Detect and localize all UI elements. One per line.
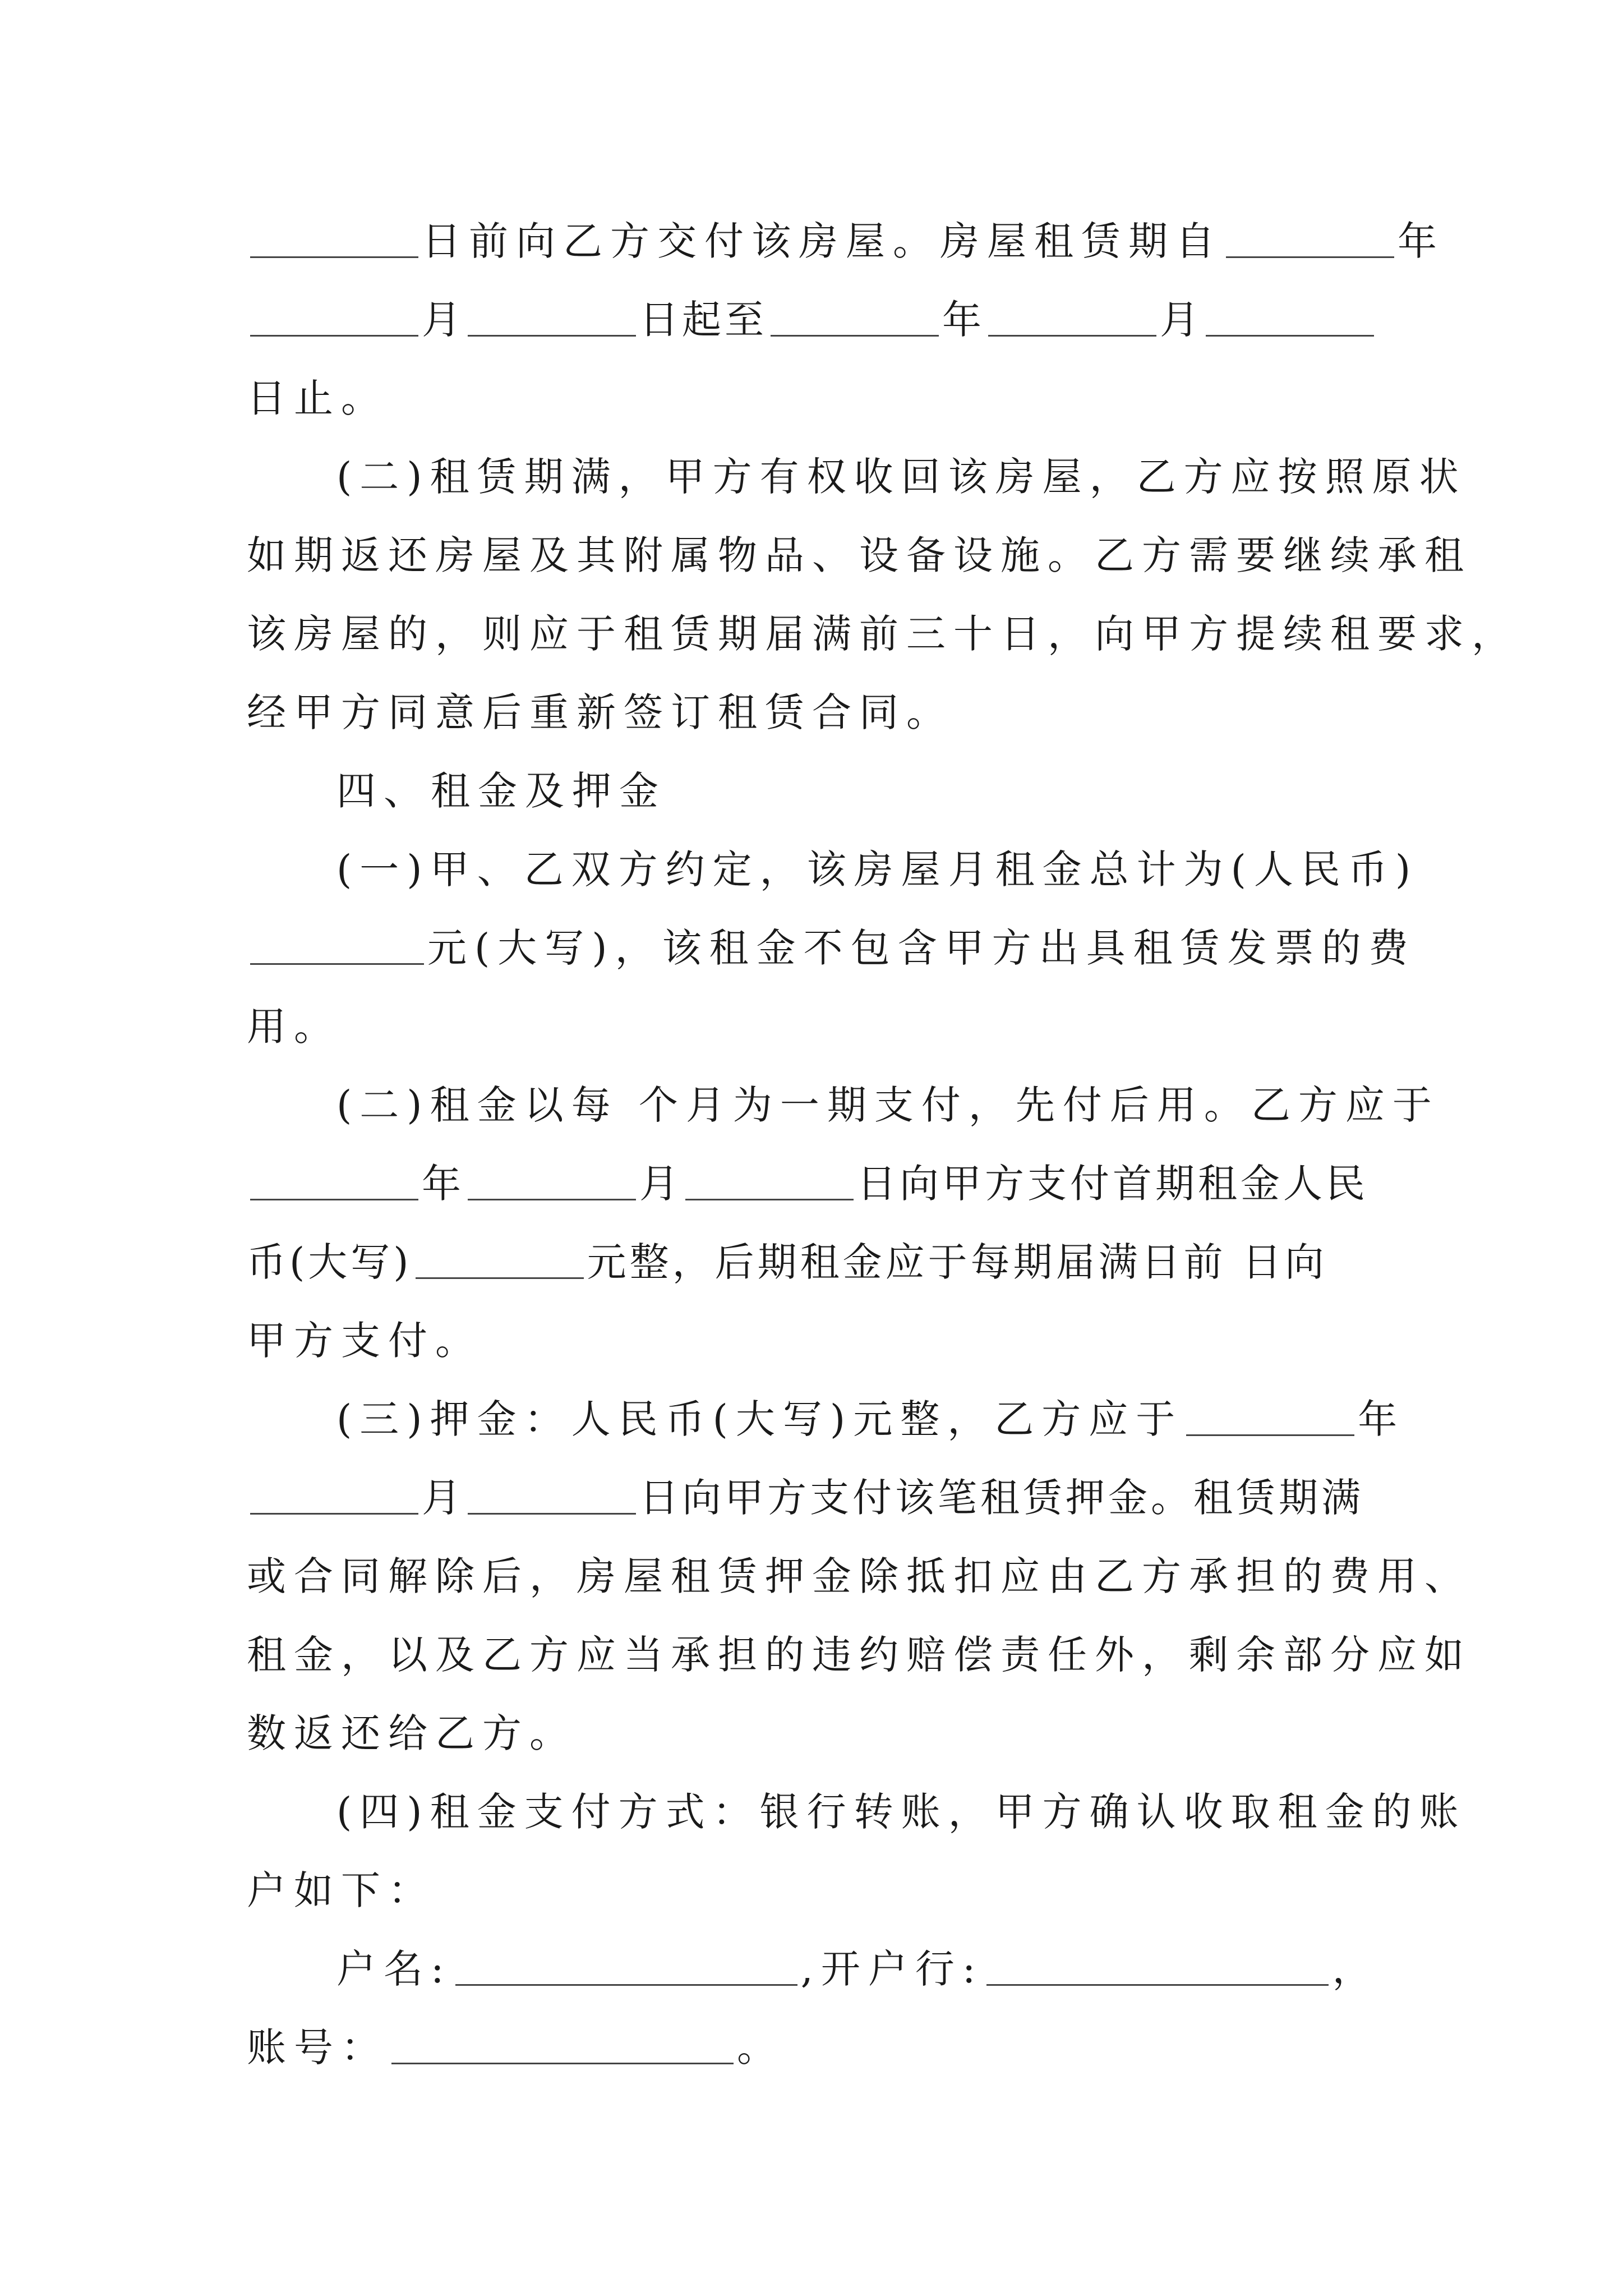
text-line-22	[247, 1851, 1391, 1930]
text-segment: 四、租金及押金	[336, 768, 666, 814]
text-segment: 或合同解除后，房屋租赁押金除抵扣应由乙方承担的费用、	[247, 1553, 1472, 1599]
blank-field[interactable]	[468, 1474, 636, 1515]
account-number-field[interactable]	[391, 2023, 734, 2064]
text-line-11	[247, 987, 1391, 1066]
section-heading	[336, 752, 1391, 830]
blank-field[interactable]	[250, 924, 424, 965]
text-segment: (四)租金支付方式：银行转账，甲方确认收取租金的账	[336, 1789, 1467, 1835]
text-segment: (一)甲、乙双方约定，该房屋月租金总计为(人民币)	[336, 846, 1419, 892]
text-segment: 月	[422, 297, 464, 343]
text-line-19	[247, 1616, 1472, 1694]
text-segment: 年	[1358, 1396, 1405, 1442]
text-segment: (三)押金：人民币(大写)元整，乙方应于	[336, 1396, 1183, 1442]
text-segment: 元(大写)，该租金不包含甲方出具租赁发票的费	[427, 925, 1416, 971]
text-line-13	[247, 1144, 1391, 1223]
text-segment: 数返还给乙方。	[247, 1710, 577, 1756]
text-segment: 日前向乙方交付该房屋。房屋租赁期自	[422, 218, 1223, 264]
text-segment: (二)租赁期满，甲方有权收回该房屋，乙方应按照原状	[336, 454, 1467, 500]
account-name-line	[336, 1930, 1391, 2008]
blank-field[interactable]	[250, 217, 418, 258]
text-line-18	[247, 1537, 1472, 1616]
account-name-field[interactable]	[455, 1945, 797, 1986]
text-segment: 租金，以及乙方应当承担的违约赔偿责任外，剩余部分应如	[247, 1632, 1472, 1678]
text-line-1	[247, 202, 1445, 280]
blank-field[interactable]	[988, 296, 1156, 337]
text-line-10	[247, 909, 1416, 987]
text-line-6	[247, 595, 1519, 673]
bank-field[interactable]	[986, 1945, 1329, 1986]
text-line-21	[336, 1773, 1467, 1851]
text-segment: 户如下：	[247, 1867, 435, 1913]
text-segment: 币(大写)	[247, 1239, 412, 1285]
text-segment: 月	[1160, 297, 1202, 343]
text-line-15	[247, 1301, 1391, 1380]
text-segment: 日起至	[639, 297, 767, 343]
text-segment: 甲方支付。	[247, 1318, 482, 1364]
blank-field[interactable]	[1186, 1395, 1354, 1436]
blank-field[interactable]	[1206, 296, 1374, 337]
blank-field[interactable]	[685, 1159, 854, 1200]
text-segment: ，	[1332, 1946, 1380, 1992]
blank-field[interactable]	[250, 1474, 418, 1515]
text-segment: 该房屋的，则应于租赁期届满前三十日，向甲方提续租要求，	[247, 611, 1519, 657]
text-line-9	[336, 830, 1419, 909]
blank-field[interactable]	[771, 296, 939, 337]
text-segment: 月	[639, 1161, 682, 1207]
blank-field[interactable]	[250, 1159, 418, 1200]
text-line-12	[336, 1066, 1440, 1144]
text-line-16	[336, 1380, 1405, 1458]
text-segment: 用。	[247, 1004, 341, 1050]
text-line-4	[336, 438, 1467, 516]
text-segment: 年	[1398, 218, 1445, 264]
text-line-7	[247, 673, 1391, 752]
blank-field[interactable]	[1226, 217, 1394, 258]
text-segment: 日向甲方支付首期租金人民	[857, 1161, 1368, 1207]
text-line-5	[247, 516, 1472, 595]
text-line-2	[247, 280, 1391, 359]
text-segment: 经甲方同意后重新签订租赁合同。	[247, 689, 953, 735]
blank-field[interactable]	[250, 296, 418, 337]
text-segment: 日向甲方支付该笔租赁押金。租赁期满	[639, 1475, 1364, 1521]
text-line-17	[247, 1458, 1391, 1537]
account-number-line	[247, 2008, 1391, 2087]
text-line-3	[247, 359, 1391, 438]
text-segment: 如期返还房屋及其附属物品、设备设施。乙方需要继续承租	[247, 532, 1472, 578]
text-segment: 月	[422, 1475, 464, 1521]
blank-field[interactable]	[416, 1238, 584, 1279]
text-line-20	[247, 1694, 1391, 1773]
text-line-14	[247, 1223, 1391, 1301]
text-segment: 年	[422, 1161, 464, 1207]
account-number-label: 账号：	[247, 2024, 388, 2070]
text-segment: 日止。	[247, 375, 388, 421]
text-segment: 年	[942, 297, 985, 343]
blank-field[interactable]	[468, 296, 636, 337]
text-segment: 。	[737, 2024, 784, 2070]
text-segment: 元整，后期租金应于每期届满日前 日向	[587, 1239, 1327, 1285]
blank-field[interactable]	[468, 1159, 636, 1200]
account-name-label: 户名:	[336, 1946, 452, 1992]
bank-label: ,开户行:	[800, 1946, 984, 1992]
text-segment: (二)租金以每 个月为一期支付，先付后用。乙方应于	[336, 1082, 1440, 1128]
